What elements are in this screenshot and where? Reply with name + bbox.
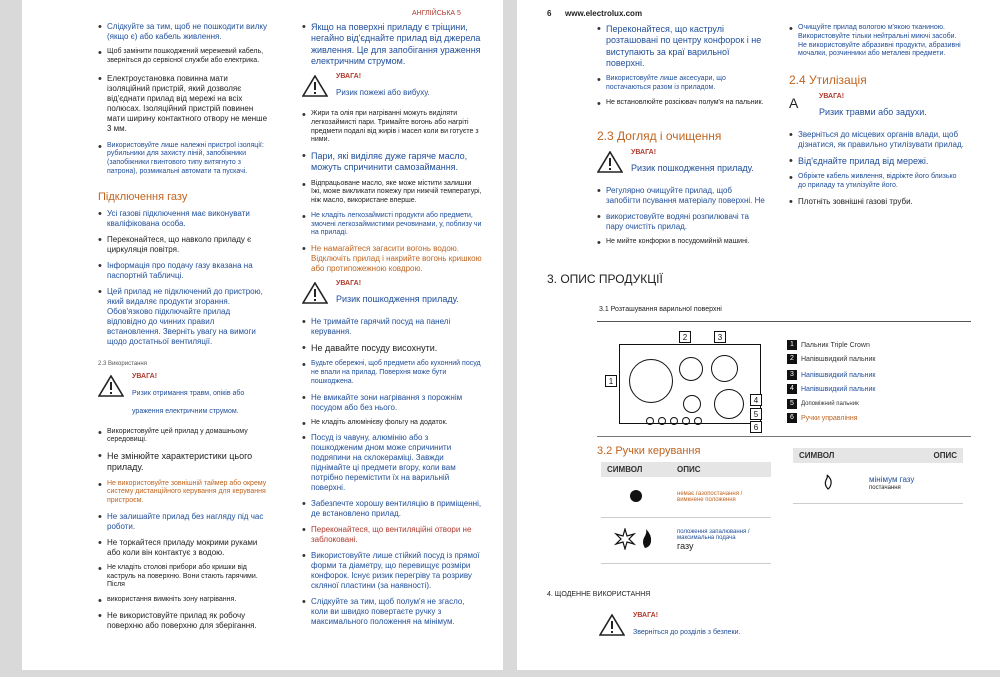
legend-item: 6 Ручки управління — [787, 413, 858, 423]
list-item: • Використовуйте лише аксесуари, що постачаються разом із приладом. — [597, 75, 767, 93]
list-item: • Не використовуйте зовнішній таймер або окрему систему дистанційного керування для керування пристроєм. — [98, 480, 270, 506]
list-item: • Від'єднайте прилад від мережі. — [789, 156, 965, 167]
site-url: www.electrolux.com — [565, 9, 643, 18]
control-knob — [646, 417, 654, 425]
section-title-care: 2.3 Догляд і очищення — [597, 129, 722, 144]
section-title-product: 3. ОПИС ПРОДУКЦІЇ — [547, 272, 663, 286]
right-column-2 — [789, 24, 965, 213]
warning-box — [302, 280, 482, 307]
table-cell: немає газопостачання / вимкнене положення — [671, 477, 771, 517]
list-item: • Не кладіть легкозаймисті продукти або предмети, змочені легкозаймистими речовинами, у, поблизу чи на приладі. — [302, 212, 482, 238]
list-item: • Якщо на поверхні приладу є тріщини, негайно від'єднайте прилад від джерела живлення. Це для запобігання ураження електричним струмом. — [302, 22, 482, 67]
left-page — [22, 0, 503, 670]
list-item: • Цей прилад не підключений до пристрою, який видаляє продукти згорання. Обов'язково підключайте прилад відповідно до чинних правил встановлення. Зверніть увагу на вимоги щодо достатньої вентиляції. — [98, 287, 270, 347]
table-cell — [793, 463, 863, 503]
list-item: • Відпрацьоване масло, яке може містити залишки їжі, може викликати пожежу при нижчій температурі, ніж масло, використане вперше. — [302, 180, 482, 206]
section-caption-use: 2.3 Використання — [98, 360, 147, 367]
list-item: • Слідкуйте за тим, щоб не пошкодити вилку (якщо є) або кабель живлення. — [98, 22, 270, 42]
list-item: • Будьте обережні, щоб предмети або кухонний посуд не впали на прилад. Поверхня може бути пошкоджена. — [302, 360, 482, 386]
warning-box — [789, 93, 965, 120]
layout-caption: 3.1 Розташування варильної поверхні — [599, 306, 722, 313]
callout-5: 5 — [750, 408, 762, 420]
burner-auxiliary — [683, 395, 701, 413]
legend-item: 4 Напівшвидкий пальник — [787, 384, 875, 394]
warning-title: УВАГА! — [631, 149, 657, 157]
warning-text: Ризик пошкодження приладу. — [336, 294, 459, 304]
callout-6: 6 — [750, 421, 762, 433]
callout-2: 2 — [679, 331, 691, 343]
list-item: • Не кладіть столові прибори або кришки від каструль на поверхню. Вони стають гарячими. Після — [98, 564, 270, 590]
warning-text: Ризик травми або задухи. — [819, 107, 927, 117]
divider — [597, 321, 971, 322]
list-item: • Переконайтеся, що вентиляційні отвори не заблоковані. — [302, 525, 482, 545]
list-item: • Не торкайтеся приладу мокрими руками або коли він контактує з водою. — [98, 538, 270, 558]
control-table-left — [601, 462, 771, 564]
warning-box — [302, 73, 482, 100]
burner-triple-crown — [629, 359, 673, 403]
control-knob — [682, 417, 690, 425]
warning-title: УВАГА! — [633, 612, 659, 619]
warning-title: УВАГА! — [336, 280, 362, 287]
section-title-controls: 3.2 Ручки керування — [597, 445, 701, 457]
list-item: • Переконайтеся, що каструлі розташовані по центру конфорок і не виступають за краї варильної поверхні. — [597, 24, 767, 69]
list-item: • Забезпечте хорошу вентиляцію в приміщенні, де встановлено прилад. — [302, 499, 482, 519]
list-item: • Посуд із чавуну, алюмінію або з пошкодженим дном може спричинити подряпини на склокераміці. Завжди піднімайте ці предмети вгору, коли вам потрібно перемістити їх на варильній поверхні. — [302, 433, 482, 493]
legend-item: 1 Пальник Triple Crown — [787, 340, 870, 350]
warning-icon — [302, 75, 328, 97]
list-item: • Усі газові підключення має виконувати кваліфікована особа. — [98, 209, 270, 229]
warning-text: Ризик отримання травм, опіків або ураження електричним струмом. — [132, 389, 245, 415]
legend-item: 2 Напівшвидкий пальник — [787, 354, 875, 364]
list-item: • Не вмикайте зони нагрівання з порожнім посудом або без нього. — [302, 393, 482, 413]
warning-text: Ризик пошкодження приладу. — [631, 163, 754, 174]
section-title-daily-use: 4. ЩОДЕННЕ ВИКОРИСТАННЯ — [547, 591, 651, 598]
callout-3: 3 — [714, 331, 726, 343]
hob-diagram — [619, 344, 761, 424]
list-item: • Електроустановка повинна мати ізоляційний пристрій, який дозволяє від'єднати прилад від мережі на всіх полюсах. Ізоляційний пристрій повинен мати ширину контактного отвору не менше 3 мм. — [98, 74, 270, 134]
list-item: • Не залишайте прилад без нагляду під час роботи. — [98, 512, 270, 532]
warning-title: УВАГА! — [819, 93, 845, 100]
table-header: ОПИС — [863, 448, 963, 463]
list-item: • Регулярно очищуйте прилад, щоб запобігти псування матеріалу поверхні. Не — [597, 186, 767, 206]
warning-box — [599, 612, 799, 639]
list-item: • Використовуйте лише належні пристрої ізоляції: рубильники для захисту ліній, запобіжники (запобіжники гвинтового типу витягнуто з патрона), розмикальні автомати та пускачі. — [98, 142, 270, 177]
warning-icon — [599, 614, 625, 636]
table-header: ОПИС — [671, 462, 771, 477]
table-cell: мінімум газу постачання — [863, 463, 963, 503]
legend-item: 5 Допоміжний пальник — [787, 399, 859, 409]
right-column-1 — [597, 24, 767, 253]
ignition-flame-icon — [614, 528, 658, 550]
minimum-flame-icon — [823, 474, 833, 490]
warning-text: Зверніться до розділів з безпеки. — [633, 629, 741, 636]
table-cell — [601, 477, 671, 517]
list-item: • Не тримайте гарячий посуд на панелі керування. — [302, 317, 482, 337]
callout-1: 1 — [605, 375, 617, 387]
list-item: • Зверніться до місцевих органів влади, щоб дізнатися, як правильно утилізувати прилад. — [789, 130, 965, 150]
warning-text: Ризик пожежі або вибуху. — [336, 88, 430, 97]
table-header: СИМВОЛ — [601, 462, 671, 477]
table-cell: положення запалювання / максимальна подача газу — [671, 517, 771, 563]
warning-box — [98, 373, 270, 418]
list-item: • Переконайтеся, що навколо приладу є циркуляція повітря. — [98, 235, 270, 255]
list-item: • Не використовуйте прилад як робочу поверхню або поверхню для зберігання. — [98, 611, 270, 631]
warning-icon — [302, 282, 328, 304]
callout-4: 4 — [750, 394, 762, 406]
list-item: • Слідкуйте за тим, щоб полум'я не згасло, коли ви швидко повертаєте ручку з максимального положення на мінімум. — [302, 597, 482, 627]
control-knob — [694, 417, 702, 425]
warning-box — [597, 149, 767, 176]
warning-title: УВАГА! — [336, 73, 362, 80]
list-item: • Використовуйте лише стійкий посуд із прямої форми та діаметру, що перевищує розміри конфорок. Існує ризик перегріву та розриву скляної пластини (за наявності). — [302, 551, 482, 591]
list-item: • Очищуйте прилад вологою м'якою тканиною. Використовуйте тільки нейтральні миючі засоби. Не використовуйте абразивні продукти, абразивні мочалки, розчинники або металеві предмети. — [789, 24, 965, 59]
control-knob — [658, 417, 666, 425]
list-item: • Використовуйте цей прилад у домашньому середовищі. — [98, 428, 270, 446]
burner-semi-rapid — [711, 355, 738, 382]
list-item: • Щоб замінити пошкоджений мережевий кабель, зверніться до сервісної служби або електрика. — [98, 48, 270, 66]
list-item: • Плотніть зовнішні газові труби. — [789, 197, 965, 207]
divider — [597, 436, 971, 437]
table-cell — [601, 517, 671, 563]
right-page — [517, 0, 1000, 670]
left-column-1 — [98, 22, 270, 637]
page-header: АНГЛІЙСЬКА 5 — [412, 10, 461, 17]
list-item: • Пари, які виділяє дуже гаряче масло, можуть спричинити самозаймання. — [302, 151, 482, 174]
burner-semi-rapid — [679, 357, 703, 381]
list-item: • використовуйте водяні розпилювачі та пару очистіть прилад. — [597, 212, 767, 232]
warning-title: УВАГА! — [132, 372, 158, 380]
warning-letter: A — [789, 95, 799, 111]
section-title-disposal: 2.4 Утилізація — [789, 73, 867, 87]
list-item: • Інформація про подачу газу вказана на паспортній табличці. — [98, 261, 270, 281]
list-item: • Обріжте кабель живлення, відріжте його близько до приладу та утилізуйте його. — [789, 173, 965, 191]
left-column-2 — [302, 22, 482, 633]
list-item: • Не мийте конфорки в посудомийній машині. — [597, 238, 767, 247]
list-item: • використання вимкніть зону нагрівання. — [98, 596, 270, 605]
list-item: • Не давайте посуду висохнути. — [302, 343, 482, 354]
list-item: • Жири та олія при нагріванні можуть виділяти легкозаймисті пари. Тримайте вогонь або нагріті предмети подалі від жирів і масел коли ви готуєте з ними. — [302, 110, 482, 145]
burner-semi-rapid — [714, 389, 744, 419]
warning-icon — [597, 151, 623, 173]
legend-item: 3 Напівшвидкий пальник — [787, 370, 875, 380]
table-header: СИМВОЛ — [793, 448, 863, 463]
page-number: 6 — [547, 9, 552, 18]
control-table-right — [793, 448, 963, 504]
off-position-icon — [630, 490, 642, 502]
control-knob — [670, 417, 678, 425]
list-item: • Не встановлюйте розсіювач полум'я на пальник. — [597, 99, 767, 108]
list-item: • Не змінюйте характеристики цього приладу. — [98, 451, 270, 474]
warning-icon — [98, 375, 124, 397]
list-item: • Не кладіть алюмінієву фольгу на додаток. — [302, 419, 482, 428]
section-title-gas: Підключення газу — [98, 190, 188, 203]
list-item: • Не намагайтеся загасити вогонь водою. Відключіть прилад і накрийте вогонь кришкою або протипожежною ковдрою. — [302, 244, 482, 274]
